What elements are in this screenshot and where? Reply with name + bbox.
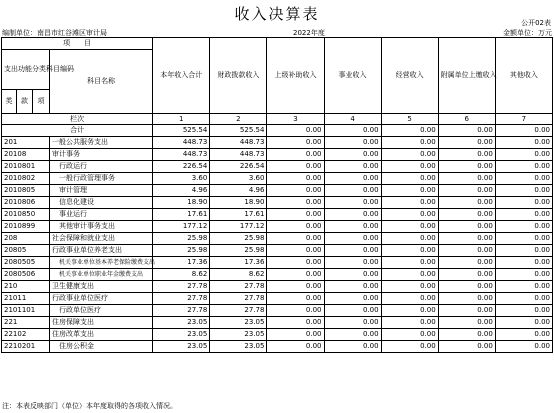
total-label: 合计 [2, 125, 153, 137]
subject-name: 机关事业单位职业年金缴费支出 [50, 269, 153, 281]
table-row [2, 293, 553, 305]
col-number: 2 [210, 114, 267, 125]
amount-cell: 0.00 [324, 341, 381, 353]
amount-cell: 448.73 [210, 149, 267, 161]
amount-cell: 0.00 [495, 233, 552, 245]
amount-cell: 17.36 [210, 257, 267, 269]
table-row [2, 341, 553, 353]
amount-cell: 0.00 [438, 149, 495, 161]
subject-code: 2010899 [2, 221, 50, 233]
subject-name: 审计事务 [50, 149, 153, 161]
amount-cell: 23.05 [153, 317, 210, 329]
col-number: 6 [438, 114, 495, 125]
col-header-7: 其他收入 [495, 38, 552, 114]
subject-code: 221 [2, 317, 50, 329]
amount-cell: 0.00 [324, 221, 381, 233]
table-row [2, 173, 553, 185]
subject-code: 2210201 [2, 341, 50, 353]
amount-cell: 0.00 [438, 221, 495, 233]
amount-cell: 27.78 [153, 293, 210, 305]
total-cell: 0.00 [495, 125, 552, 137]
column-index-row [2, 114, 553, 125]
amount-cell: 0.00 [495, 293, 552, 305]
subject-name: 行政事业单位养老支出 [50, 245, 153, 257]
amount-cell: 0.00 [267, 329, 324, 341]
table-row [2, 137, 553, 149]
amount-cell: 0.00 [495, 281, 552, 293]
total-cell: 0.00 [381, 125, 438, 137]
sub-header-xiang: 项 [33, 90, 50, 114]
amount-cell: 0.00 [381, 329, 438, 341]
subject-code: 201 [2, 137, 50, 149]
subject-name: 行政运行 [50, 161, 153, 173]
amount-cell: 0.00 [495, 149, 552, 161]
table-row [2, 329, 553, 341]
amount-cell: 0.00 [495, 137, 552, 149]
amount-cell: 17.36 [153, 257, 210, 269]
amount-cell: 226.54 [153, 161, 210, 173]
col-number: 4 [324, 114, 381, 125]
amount-cell: 18.90 [210, 197, 267, 209]
subject-code: 210 [2, 281, 50, 293]
amount-cell: 0.00 [495, 161, 552, 173]
subject-code: 208 [2, 233, 50, 245]
amount-cell: 448.73 [210, 137, 267, 149]
amount-cell: 0.00 [324, 269, 381, 281]
subject-code: 2010806 [2, 197, 50, 209]
subject-name-header: 科目名称 [50, 50, 153, 114]
amount-cell: 0.00 [324, 233, 381, 245]
amount-cell: 0.00 [324, 173, 381, 185]
subject-name: 住房改革支出 [50, 329, 153, 341]
amount-cell: 0.00 [438, 341, 495, 353]
table-row [2, 317, 553, 329]
table-row [2, 197, 553, 209]
amount-cell: 23.05 [153, 329, 210, 341]
subject-code: 2010801 [2, 161, 50, 173]
sub-header-lei: 类 [2, 90, 17, 114]
amount-cell: 8.62 [153, 269, 210, 281]
amount-cell: 0.00 [381, 233, 438, 245]
col-number: 3 [267, 114, 324, 125]
subject-name: 一般公共服务支出 [50, 137, 153, 149]
amount-cell: 27.78 [153, 281, 210, 293]
amount-cell: 0.00 [438, 245, 495, 257]
amount-cell: 0.00 [267, 137, 324, 149]
subject-code: 2010802 [2, 173, 50, 185]
amount-cell: 0.00 [438, 293, 495, 305]
amount-cell: 0.00 [495, 317, 552, 329]
amount-cell: 0.00 [381, 245, 438, 257]
amount-cell: 0.00 [495, 245, 552, 257]
amount-cell: 0.00 [267, 209, 324, 221]
amount-cell: 0.00 [495, 257, 552, 269]
amount-cell: 0.00 [381, 137, 438, 149]
amount-cell: 0.00 [438, 317, 495, 329]
amount-cell: 0.00 [267, 269, 324, 281]
amount-cell: 0.00 [495, 341, 552, 353]
amount-cell: 0.00 [381, 209, 438, 221]
amount-cell: 0.00 [267, 161, 324, 173]
subject-code: 2101101 [2, 305, 50, 317]
amount-cell: 3.60 [210, 173, 267, 185]
amount-cell: 0.00 [438, 281, 495, 293]
amount-cell: 0.00 [267, 293, 324, 305]
amount-cell: 0.00 [495, 269, 552, 281]
amount-cell: 0.00 [438, 305, 495, 317]
amount-cell: 0.00 [381, 221, 438, 233]
amount-cell: 0.00 [381, 317, 438, 329]
subject-name: 住房公积金 [50, 341, 153, 353]
subject-name: 信息化建设 [50, 197, 153, 209]
table-row [2, 269, 553, 281]
table-row [2, 209, 553, 221]
amount-cell: 0.00 [438, 173, 495, 185]
amount-cell: 0.00 [324, 149, 381, 161]
subject-name: 社会保障和就业支出 [50, 233, 153, 245]
amount-cell: 0.00 [267, 197, 324, 209]
amount-cell: 0.00 [495, 173, 552, 185]
compiling-unit: 编制单位：南昌市红谷滩区审计局 [2, 29, 107, 37]
amount-cell: 25.98 [210, 233, 267, 245]
amount-cell: 0.00 [381, 173, 438, 185]
currency-unit: 金额单位：万元 [503, 29, 552, 37]
amount-cell: 0.00 [381, 293, 438, 305]
amount-cell: 0.00 [495, 185, 552, 197]
amount-cell: 0.00 [438, 137, 495, 149]
amount-cell: 27.78 [210, 281, 267, 293]
col-number: 7 [495, 114, 552, 125]
amount-cell: 0.00 [324, 281, 381, 293]
subject-name: 卫生健康支出 [50, 281, 153, 293]
amount-cell: 23.05 [210, 329, 267, 341]
total-cell: 525.54 [210, 125, 267, 137]
amount-cell: 0.00 [495, 221, 552, 233]
table-row [2, 281, 553, 293]
table-number: 公开02表 [521, 19, 551, 27]
subject-code: 2080506 [2, 269, 50, 281]
sub-header-kuan: 款 [17, 90, 33, 114]
subject-code: 20805 [2, 245, 50, 257]
item-group-header: 项 目 [2, 38, 153, 50]
subject-code: 22102 [2, 329, 50, 341]
amount-cell: 0.00 [267, 221, 324, 233]
table-row [2, 185, 553, 197]
amount-cell: 0.00 [381, 161, 438, 173]
col-header-1: 本年收入合计 [153, 38, 210, 114]
subject-code: 2010850 [2, 209, 50, 221]
subject-name: 行政事业单位医疗 [50, 293, 153, 305]
table-row [2, 257, 553, 269]
report-title: 收入决算表 [234, 5, 320, 23]
total-cell: 0.00 [438, 125, 495, 137]
amount-cell: 0.00 [267, 149, 324, 161]
subject-code: 2080505 [2, 257, 50, 269]
amount-cell: 4.96 [153, 185, 210, 197]
total-cell: 0.00 [267, 125, 324, 137]
table-row [2, 245, 553, 257]
amount-cell: 0.00 [438, 257, 495, 269]
amount-cell: 0.00 [381, 197, 438, 209]
subject-code: 21011 [2, 293, 50, 305]
amount-cell: 0.00 [324, 209, 381, 221]
amount-cell: 0.00 [267, 281, 324, 293]
amount-cell: 0.00 [324, 197, 381, 209]
amount-cell: 4.96 [210, 185, 267, 197]
amount-cell: 177.12 [210, 221, 267, 233]
amount-cell: 0.00 [267, 185, 324, 197]
footnote: 注：本表反映部门（单位）本年度取得的各项收入情况。 [2, 402, 177, 410]
amount-cell: 23.05 [210, 341, 267, 353]
amount-cell: 0.00 [267, 341, 324, 353]
subject-name: 其他审计事务支出 [50, 221, 153, 233]
amount-cell: 0.00 [495, 329, 552, 341]
amount-cell: 8.62 [210, 269, 267, 281]
amount-cell: 0.00 [267, 305, 324, 317]
income-table [1, 37, 553, 353]
amount-cell: 25.98 [153, 233, 210, 245]
amount-cell: 0.00 [267, 317, 324, 329]
amount-cell: 0.00 [495, 305, 552, 317]
amount-cell: 0.00 [438, 269, 495, 281]
amount-cell: 0.00 [438, 209, 495, 221]
col-number: 1 [153, 114, 210, 125]
table-row [2, 305, 553, 317]
amount-cell: 0.00 [381, 257, 438, 269]
amount-cell: 448.73 [153, 137, 210, 149]
col-header-3: 上级补助收入 [267, 38, 324, 114]
amount-cell: 23.05 [210, 317, 267, 329]
amount-cell: 448.73 [153, 149, 210, 161]
amount-cell: 27.78 [153, 305, 210, 317]
subject-name: 事业运行 [50, 209, 153, 221]
amount-cell: 0.00 [267, 245, 324, 257]
amount-cell: 23.05 [153, 341, 210, 353]
table-row [2, 161, 553, 173]
amount-cell: 0.00 [324, 293, 381, 305]
amount-cell: 25.98 [153, 245, 210, 257]
total-row [2, 125, 553, 137]
subject-name: 行政单位医疗 [50, 305, 153, 317]
amount-cell: 0.00 [438, 161, 495, 173]
amount-cell: 226.54 [210, 161, 267, 173]
col-header-2: 财政拨款收入 [210, 38, 267, 114]
class-code-header: 支出功能分类科目编码 [2, 50, 50, 90]
amount-cell: 18.90 [153, 197, 210, 209]
subject-code: 2010805 [2, 185, 50, 197]
amount-cell: 0.00 [381, 341, 438, 353]
amount-cell: 25.98 [210, 245, 267, 257]
amount-cell: 0.00 [438, 233, 495, 245]
table-row [2, 233, 553, 245]
subject-name: 机关事业单位基本养老保险缴费支出 [50, 257, 153, 269]
table-row [2, 149, 553, 161]
col-header-6: 附属单位上缴收入 [438, 38, 495, 114]
amount-cell: 0.00 [381, 269, 438, 281]
subject-name: 审计管理 [50, 185, 153, 197]
amount-cell: 177.12 [153, 221, 210, 233]
col-header-5: 经营收入 [381, 38, 438, 114]
amount-cell: 27.78 [210, 293, 267, 305]
amount-cell: 0.00 [267, 257, 324, 269]
amount-cell: 17.61 [210, 209, 267, 221]
amount-cell: 0.00 [381, 149, 438, 161]
fiscal-year: 2022年度 [293, 29, 325, 37]
amount-cell: 0.00 [324, 257, 381, 269]
amount-cell: 0.00 [381, 305, 438, 317]
amount-cell: 0.00 [324, 329, 381, 341]
amount-cell: 0.00 [324, 137, 381, 149]
amount-cell: 0.00 [324, 305, 381, 317]
subject-code: 20108 [2, 149, 50, 161]
amount-cell: 0.00 [324, 245, 381, 257]
header-row-1 [2, 38, 553, 50]
amount-cell: 0.00 [324, 317, 381, 329]
amount-cell: 0.00 [495, 209, 552, 221]
amount-cell: 0.00 [267, 233, 324, 245]
total-cell: 525.54 [153, 125, 210, 137]
amount-cell: 0.00 [495, 197, 552, 209]
amount-cell: 0.00 [438, 197, 495, 209]
subject-name: 一般行政管理事务 [50, 173, 153, 185]
col-number: 5 [381, 114, 438, 125]
total-cell: 0.00 [324, 125, 381, 137]
amount-cell: 0.00 [267, 173, 324, 185]
amount-cell: 0.00 [438, 185, 495, 197]
amount-cell: 0.00 [438, 329, 495, 341]
amount-cell: 17.61 [153, 209, 210, 221]
amount-cell: 27.78 [210, 305, 267, 317]
amount-cell: 0.00 [324, 161, 381, 173]
amount-cell: 0.00 [381, 281, 438, 293]
table-row [2, 221, 553, 233]
col-header-4: 事业收入 [324, 38, 381, 114]
subject-name: 住房保障支出 [50, 317, 153, 329]
row-index-label: 栏次 [2, 114, 153, 125]
amount-cell: 0.00 [381, 185, 438, 197]
amount-cell: 3.60 [153, 173, 210, 185]
amount-cell: 0.00 [324, 185, 381, 197]
